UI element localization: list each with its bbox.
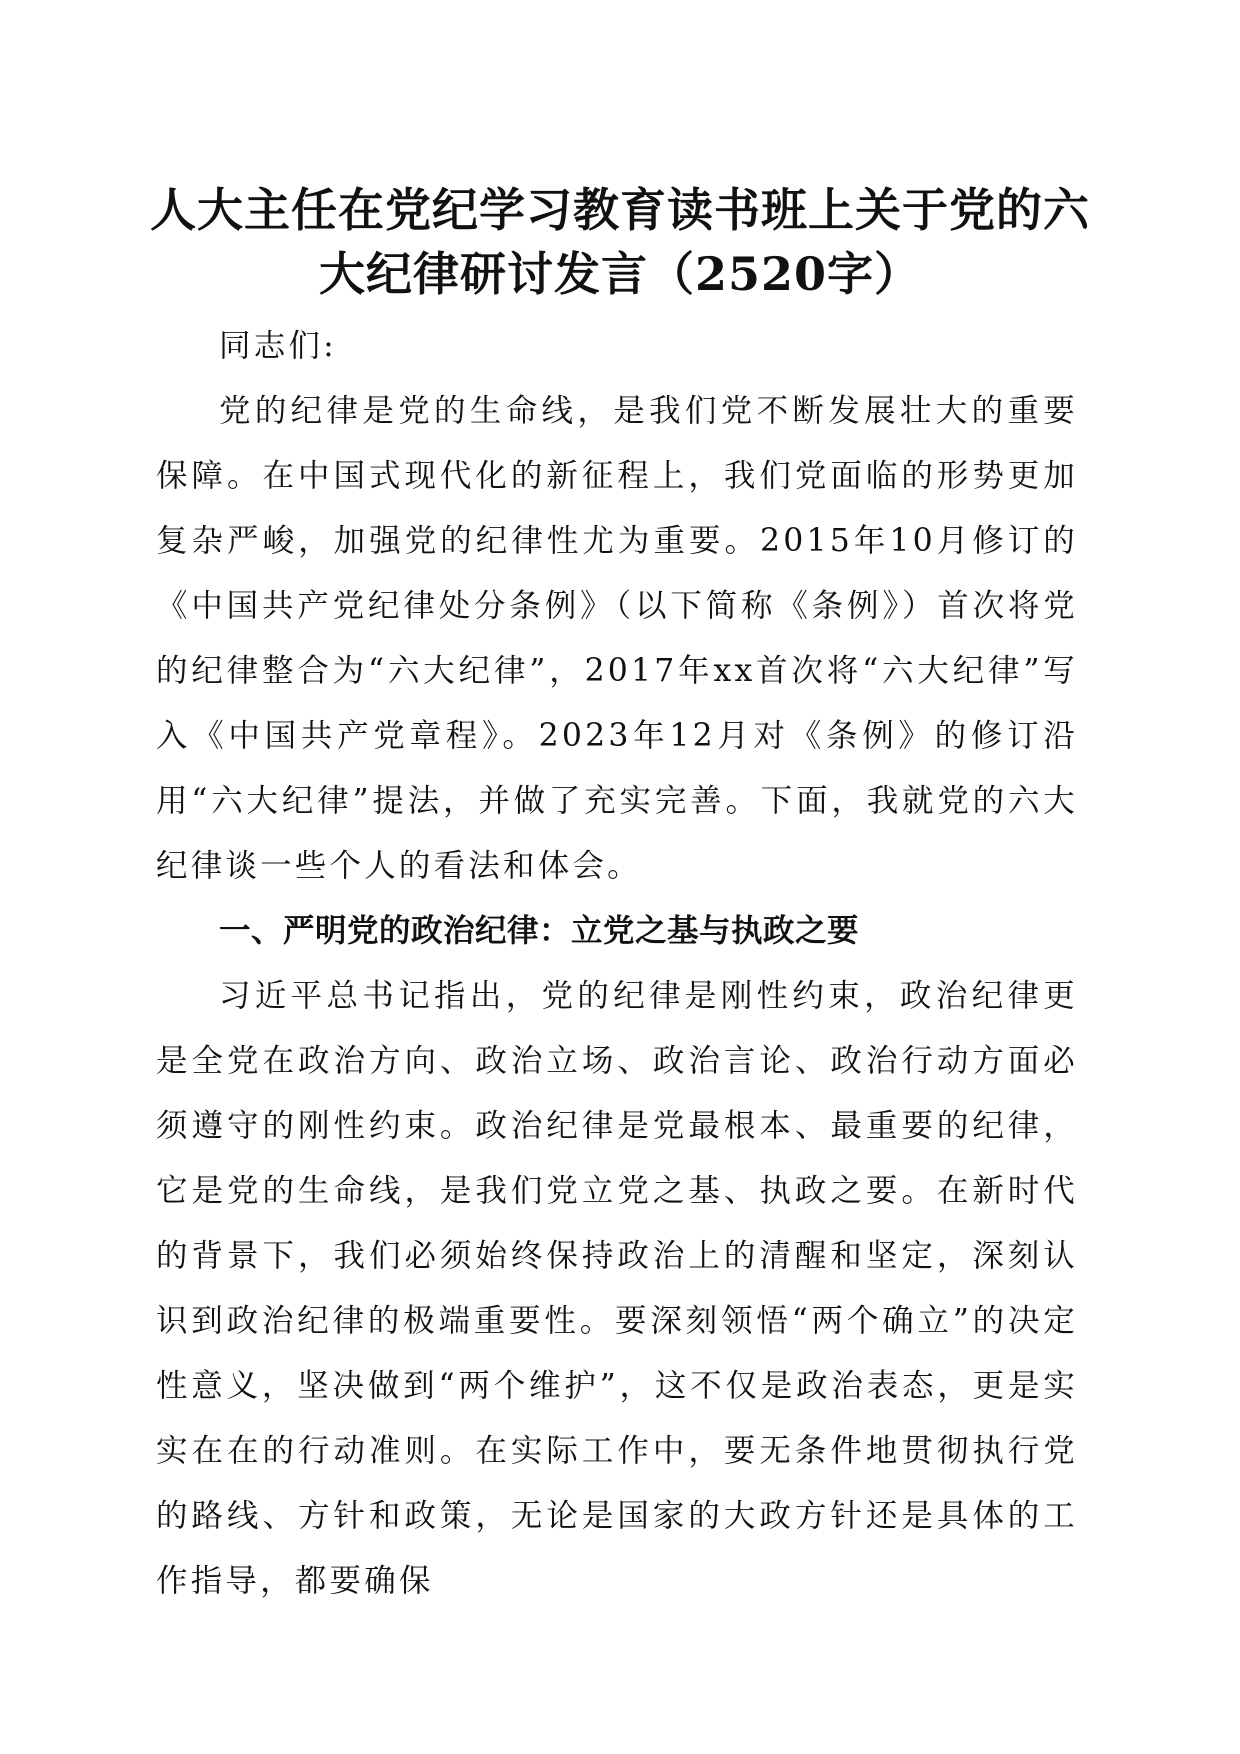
document-title: 人大主任在党纪学习教育读书班上关于党的六大纪律研讨发言（2520字） [150, 183, 1090, 301]
document-body [156, 314, 1078, 1614]
intro-paragraph: 党的纪律是党的生命线，是我们党不断发展壮大的重要保障。在中国式现代化的新征程上，我们党面临的形势更加复杂严峻，加强党的纪律性尤为重要。2015年10月修订的《中国共产党纪律处分条例》（以下简称《条例》）首次将党的纪律整合为“六大纪律”，2017年xx首次将“六大纪律”写入《中国共产党章程》。2023年12月对《条例》的修订沿用“六大纪律”提法，并做了充实完善。下面，我就党的六大纪律谈一些个人的看法和体会。 [156, 393, 1078, 884]
section-heading-political-discipline: 一、严明党的政治纪律：立党之基与执政之要 [219, 913, 860, 949]
section-paragraph-political-discipline: 习近平总书记指出，党的纪律是刚性约束，政治纪律更是全党在政治方向、政治立场、政治言论、政治行动方面必须遵守的刚性约束。政治纪律是党最根本、最重要的纪律，它是党的生命线，是我们党立党之基、执政之要。在新时代的背景下，我们必须始终保持政治上的清醒和坚定，深刻认识到政治纪律的极端重要性。要深刻领悟“两个确立”的决定性意义，坚决做到“两个维护”，这不仅是政治表态，更是实实在在的行动准则。在实际工作中，要无条件地贯彻执行党的路线、方针和政策，无论是国家的大政方针还是具体的工作指导，都要确保 [156, 978, 1078, 1599]
greeting: 同志们: [219, 328, 337, 364]
